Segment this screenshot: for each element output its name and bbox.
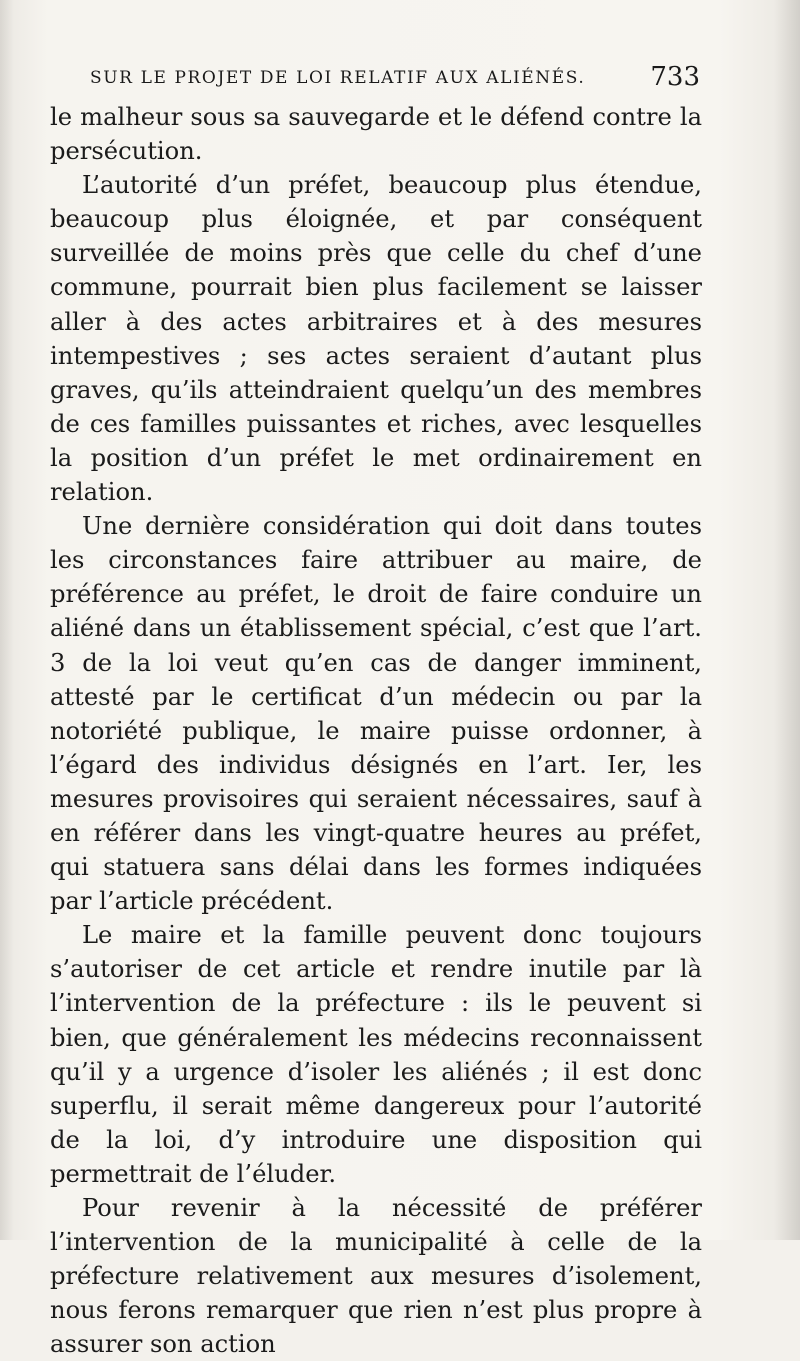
paragraph: Le maire et la famille peuvent donc toujours s’autoriser de cet article et rendre inutile par là l’intervention de la préfecture : ils le peuvent si bien, que généralement les médecins reconnaissent qu’il y a urgence d’isoler les aliénés ; il est donc superflu, il serait même dangereux pour l’autorité de la loi, d’y introduire une disposition qui permettrait de l’éluder.: [50, 921, 702, 1188]
body-text: [50, 100, 702, 1361]
page-number: 733: [650, 62, 700, 92]
paragraph: Une dernière considération qui doit dans toutes les circonstances faire attribuer au maire, de préférence au préfet, le droit de faire conduire un aliéné dans un établissement spécial, c’est que l’art. 3 de la loi veut qu’en cas de danger imminent, attesté par le certificat d’un médecin ou par la notoriété publique, le maire puisse ordonner, à l’égard des individus désignés en l’art. Ier, les mesures provisoires qui seraient nécessaires, sauf à en référer dans les vingt-quatre heures au préfet, qui statuera sans délai dans les formes indiquées par l’article précédent.: [50, 512, 702, 916]
paragraph-continuation: le malheur sous sa sauvegarde et le défend contre la persécution.: [50, 103, 702, 166]
paragraph: Pour revenir à la nécessité de préférer l’intervention de la municipalité à celle de la préfecture relativement aux mesures d’isolement, nous ferons remarquer que rien n’est plus propre à assurer son action: [50, 1194, 702, 1359]
spine-shadow: [774, 0, 800, 1240]
page-edge-shadow: [0, 0, 14, 1240]
running-title: SUR LE PROJET DE LOI RELATIF AUX ALIÉNÉS.: [90, 68, 586, 88]
running-header: [90, 62, 702, 96]
paragraph: L’autorité d’un préfet, beaucoup plus étendue, beaucoup plus éloignée, et par conséquent surveillée de moins près que celle du chef d’une commune, pourrait bien plus facilement se laisser aller à des actes arbitraires et à des mesures intempestives ; ses actes seraient d’autant plus graves, qu’ils atteindraient quelqu’un des membres de ces familles puissantes et riches, avec lesquelles la position d’un préfet le met ordinairement en relation.: [50, 171, 702, 507]
